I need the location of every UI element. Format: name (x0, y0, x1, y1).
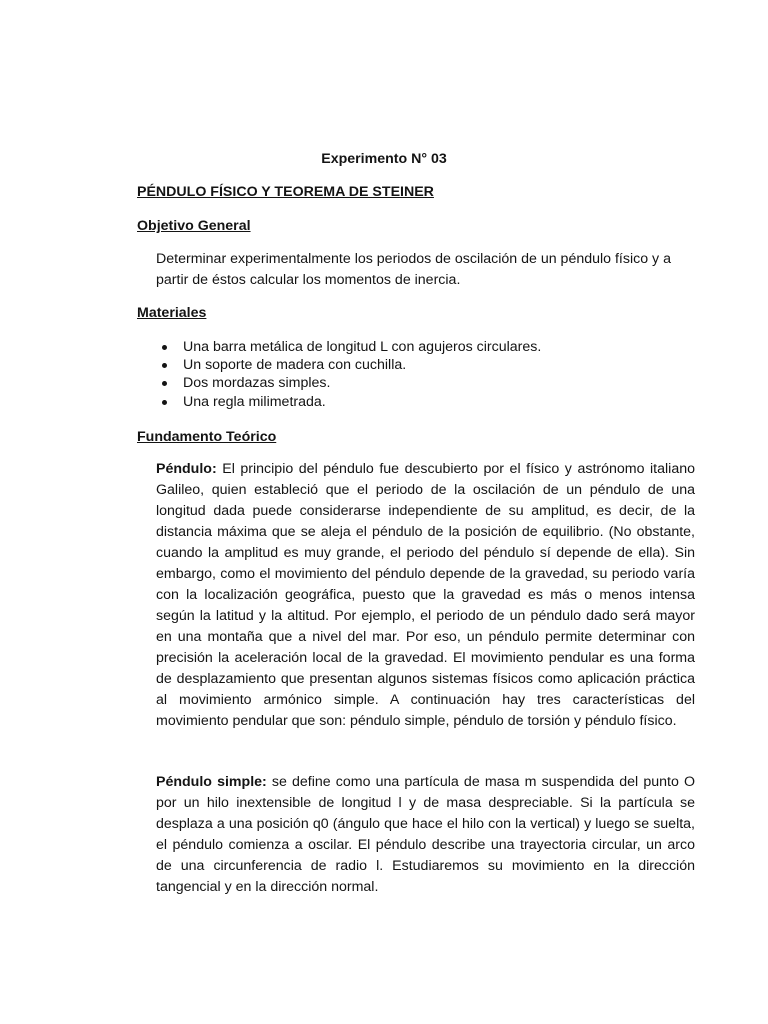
list-item-text: Una barra metálica de longitud L con agujeros circulares. (183, 339, 542, 355)
main-heading: PÉNDULO FÍSICO Y TEOREMA DE STEINER (137, 184, 434, 200)
bullet-icon (162, 400, 167, 405)
bullet-icon (162, 345, 167, 350)
pendulo-paragraph (156, 459, 695, 732)
pendulo-simple-text: se define como una partícula de masa m suspendida del punto O por un hilo inextensible de longitud l y de masa despreciable. Si la partícula se desplaza a una posición q0 (ángulo que hace el hilo con la vertical) y luego se suelta, el péndulo comienza a oscilar. El péndulo describe una trayectoria circular, un arco de una circunferencia de radio l. Estudiaremos su movimiento en la dirección tangencial y en la dirección normal. (156, 774, 695, 895)
objective-heading: Objetivo General (137, 218, 251, 234)
pendulo-text: El principio del péndulo fue descubierto por el físico y astrónomo italiano Galileo, quien estableció que el periodo de la oscilación de un péndulo de una longitud dada puede considerarse independiente de su amplitud, es decir, de la distancia máxima que se aleja el péndulo de la posición de equilibrio. (No obstante, cuando la amplitud es muy grande, el periodo del péndulo sí depende de ella). Sin embargo, como el movimiento del péndulo depende de la gravedad, su periodo varía con la localización geográfica, puesto que la gravedad es más o menos intensa según la latitud y la altitud. Por ejemplo, el periodo de un péndulo dado será mayor en una montaña que a nivel del mar. Por eso, un péndulo permite determinar con precisión la aceleración local de la gravedad. El movimiento pendular es una forma de desplazamiento que presentan algunos sistemas físicos como aplicación práctica al movimiento armónico simple. A continuación hay tres características del movimiento pendular que son: péndulo simple, péndulo de torsión y péndulo físico. (156, 461, 695, 729)
objective-text: Determinar experimentalmente los periodos de oscilación de un péndulo físico y a partir de éstos calcular los momentos de inercia. (156, 251, 671, 288)
list-item (160, 393, 541, 411)
bullet-icon (162, 381, 167, 386)
list-item (160, 338, 541, 356)
pendulo-simple-paragraph (156, 772, 695, 898)
theory-heading: Fundamento Teórico (137, 429, 277, 445)
list-item-text: Una regla milimetrada. (183, 393, 326, 410)
list-item (160, 374, 541, 392)
list-item-text: Un soporte de madera con cuchilla. (183, 357, 407, 374)
document-title: Experimento N° 03 (321, 151, 447, 167)
list-item (160, 356, 541, 374)
materials-heading: Materiales (137, 305, 207, 321)
pendulo-lead: Péndulo: (156, 461, 217, 477)
pendulo-simple-lead: Péndulo simple: (156, 774, 267, 790)
list-item-text: Dos mordazas simples. (183, 375, 331, 392)
bullet-icon (162, 363, 167, 368)
materials-list (160, 338, 541, 411)
